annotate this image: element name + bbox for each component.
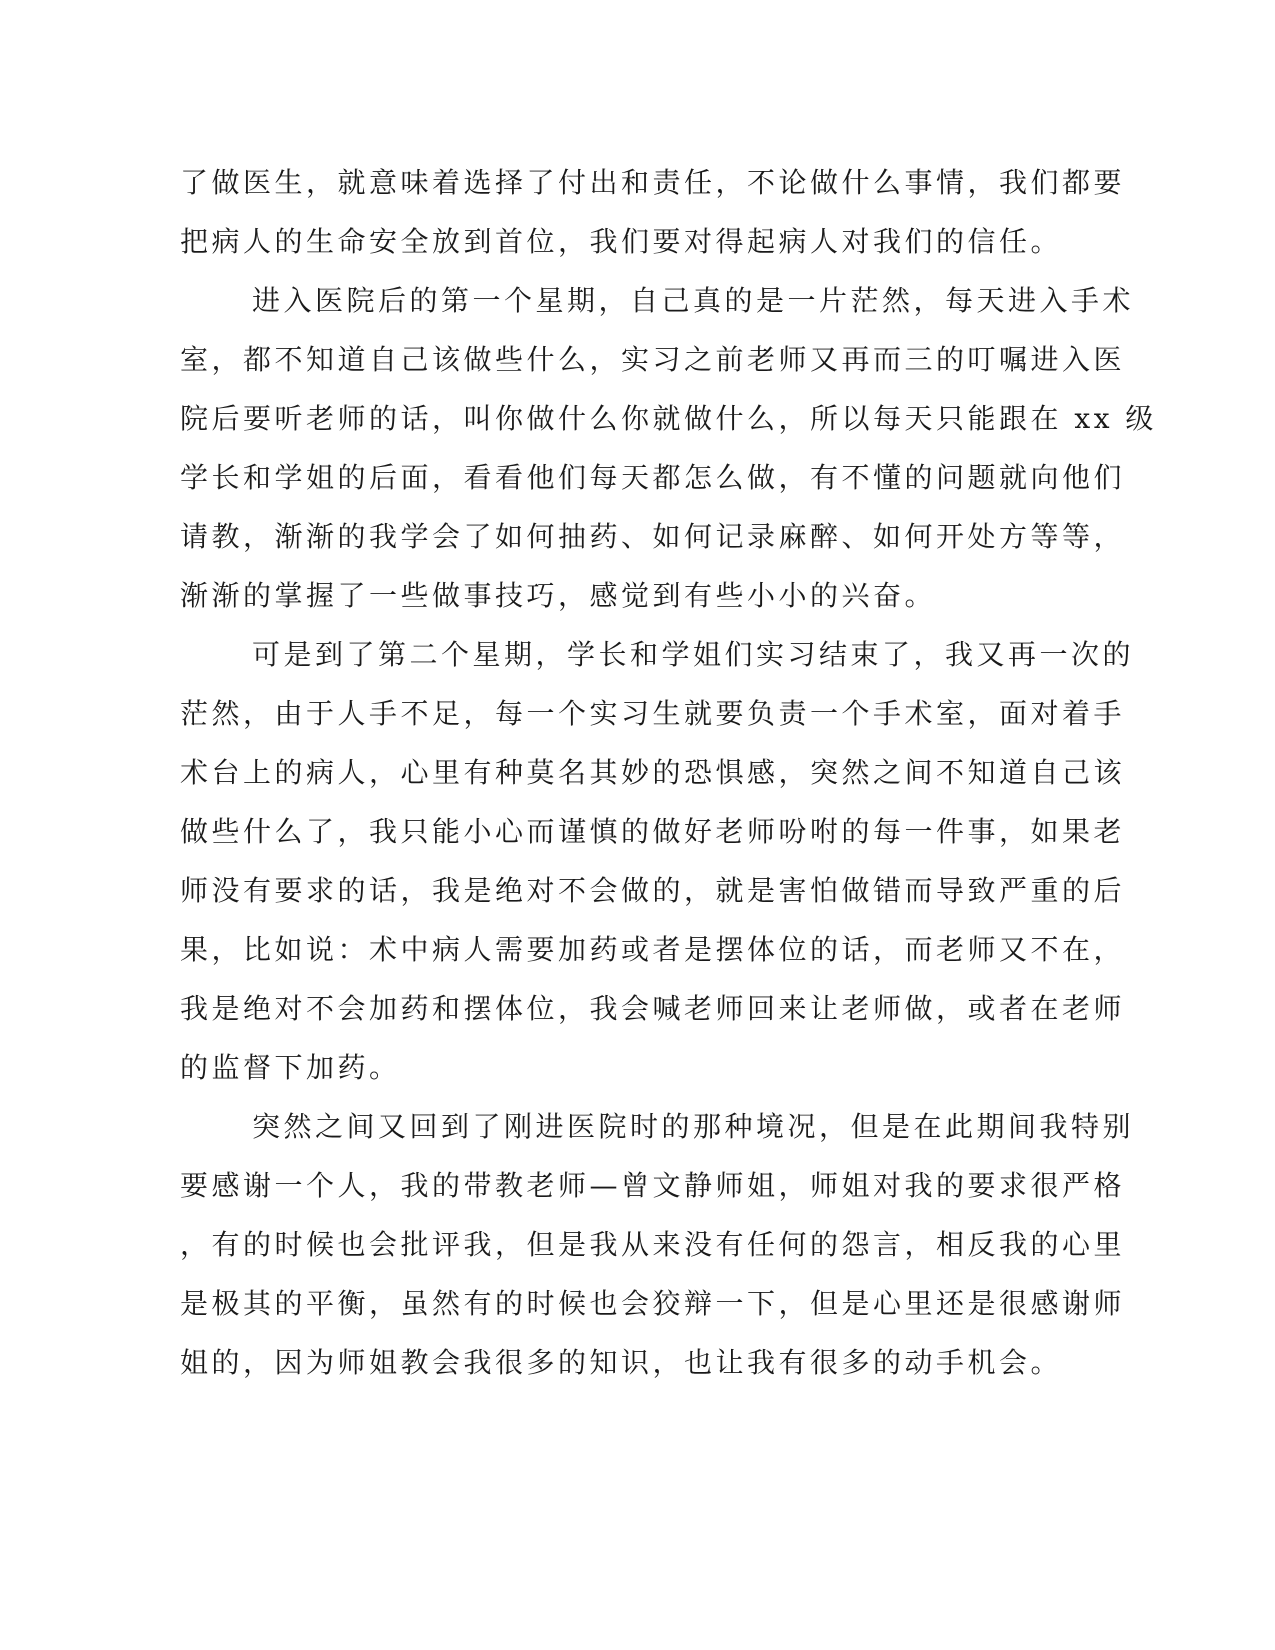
text-line: 渐渐的掌握了一些做事技巧，感觉到有些小小的兴奋。 (180, 579, 937, 612)
text-line: 茫然，由于人手不足，每一个实习生就要负责一个手术室，面对着手 (180, 697, 1126, 730)
text-line: 师没有要求的话，我是绝对不会做的，就是害怕做错而导致严重的后 (180, 874, 1126, 907)
text-line: 术台上的病人，心里有种莫名其妙的恐惧感，突然之间不知道自己该 (180, 756, 1126, 789)
text-line: ，有的时候也会批评我，但是我从来没有任何的怨言，相反我的心里 (180, 1228, 1126, 1261)
paragraph-first-line: 可是到了第二个星期，学长和学姐们实习结束了，我又再一次的 (252, 638, 1135, 671)
paragraph-first-line: 突然之间又回到了刚进医院时的那种境况，但是在此期间我特别 (252, 1110, 1135, 1143)
text-line: 是极其的平衡，虽然有的时候也会狡辩一下，但是心里还是很感谢师 (180, 1287, 1126, 1320)
text-line: 姐的，因为师姐教会我很多的知识，也让我有很多的动手机会。 (180, 1346, 1063, 1379)
text-line: 请教，渐渐的我学会了如何抽药、如何记录麻醉、如何开处方等等， (180, 520, 1126, 553)
text-line: 把病人的生命安全放到首位，我们要对得起病人对我们的信任。 (180, 225, 1063, 258)
text-line: 院后要听老师的话，叫你做什么你就做什么，所以每天只能跟在 xx 级 (180, 402, 1157, 435)
text-line: 要感谢一个人，我的带教老师—曾文静师姐，师姐对我的要求很严格 (180, 1169, 1126, 1202)
text-line: 做些什么了，我只能小心而谨慎的做好老师吩咐的每一件事，如果老 (180, 815, 1126, 848)
text-line: 学长和学姐的后面，看看他们每天都怎么做，有不懂的问题就向他们 (180, 461, 1126, 494)
text-line: 的监督下加药。 (180, 1051, 401, 1084)
text-line: 我是绝对不会加药和摆体位，我会喊老师回来让老师做，或者在老师 (180, 992, 1126, 1025)
paragraph-first-line: 进入医院后的第一个星期，自己真的是一片茫然，每天进入手术 (252, 284, 1135, 317)
text-line: 室，都不知道自己该做些什么，实习之前老师又再而三的叮嘱进入医 (180, 343, 1126, 376)
text-line: 了做医生，就意味着选择了付出和责任，不论做什么事情，我们都要 (180, 166, 1126, 199)
text-line: 果，比如说：术中病人需要加药或者是摆体位的话，而老师又不在， (180, 933, 1126, 966)
document-page (180, 153, 1157, 1593)
